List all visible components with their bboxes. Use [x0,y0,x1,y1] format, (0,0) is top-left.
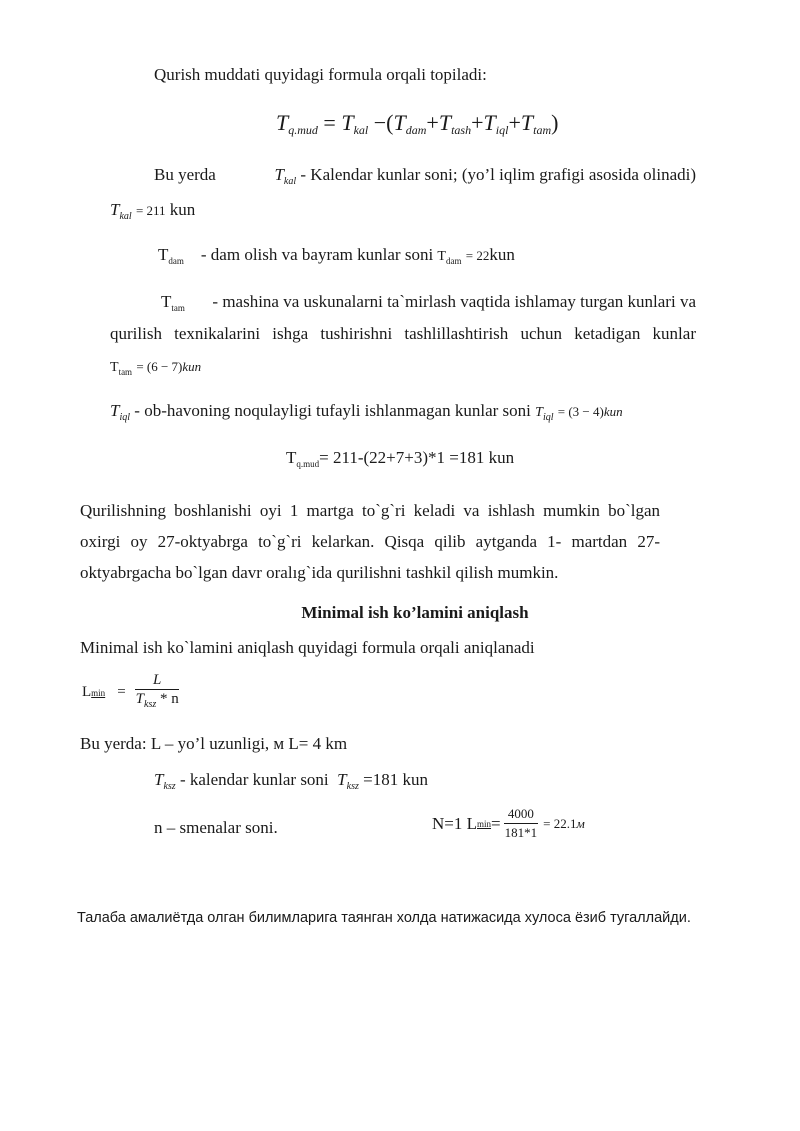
formula-construction-duration: $T_{q.mud} = T_{kal} -(T_{dam}+T_{tash}+T_{iql}+T_{tam})$ [276,110,559,137]
section-heading: Minimal ish ko’lamini aniqlash [301,603,529,622]
length-definition: Bu yerda: L – yo’l uzunligi, м L= 4 km [80,734,348,753]
start-paragraph-line3: oktyabrgacha bo`lgan davr oralıg`ida qurilishni tashkil qilish mumkin. [80,563,559,582]
formula-min-volume: L min = $\frac{L}{T_{ksz} * n}$ [82,672,183,713]
ksz-definition: $T_{ksz}$ - kalendar kunlar soni $T_{ksz} =181$ kun [154,770,428,792]
kal-definition: Bu yerda $T_{kal}$ - Kalendar kunlar soni; (yo’l iqlim grafigi asosida olinadi) [154,165,696,187]
min-volume-calculation: N=1 L min = $\frac{4000}{181*1}$ = 22.1 м [432,806,585,840]
min-volume-fraction: $\frac{L}{T_{ksz} * n}$ [135,672,179,710]
iql-definition: $T_{iql}$ - ob-havoning noqulayligi tufayli ishlanmagan kunlar soni $T_{iql} = (3 - 4)kun$ [110,401,623,423]
tam-definition-line1: $T_{tam}$ - mashina va uskunalarni ta`mirlash vaqtida ishlamay turgan kunlari va [161,292,696,313]
conclusion-note: Талаба амалиётда олган билимларига таянган холда натижасида хулоса ёзиб тугаллайди. [77,910,691,926]
min-volume-calc-fraction: $\frac{4000}{181*1}$ [504,806,538,840]
tam-definition-line2: qurilish texnikalarini ishga tushirishni tashlillashtirish uchun ketadigan kunlar [110,324,696,343]
start-paragraph-line1: Qurilishning boshlanishi oyi 1 martga to`g`ri keladi va ishlash mumkin bo`lgan [80,501,660,520]
intro-paragraph: Qurish muddati quyidagi formula orqali topiladi: [154,65,487,84]
duration-calculation: $T_{q.mud}= 211-(22+7+3)*1 =181$ kun [286,448,515,469]
min-intro-paragraph: Minimal ish ko`lamini aniqlash quyidagi formula orqali aniqlanadi [80,638,535,657]
kal-value: $T_{kal} = 211$ kun [110,200,196,222]
dam-definition: $T_{dam}$ - dam olish va bayram kunlar soni $T_{dam} = 22kun$ [158,245,515,266]
shifts-definition: n – smenalar soni. [154,818,278,837]
start-paragraph-line2: oxirgi oy 27-oktyabrga to`g`ri kelarkan. Qisqa qilib aytganda 1- martdan 27- [80,532,660,551]
tam-value: $T_{tam} = (6 - 7)kun$ [110,359,202,377]
